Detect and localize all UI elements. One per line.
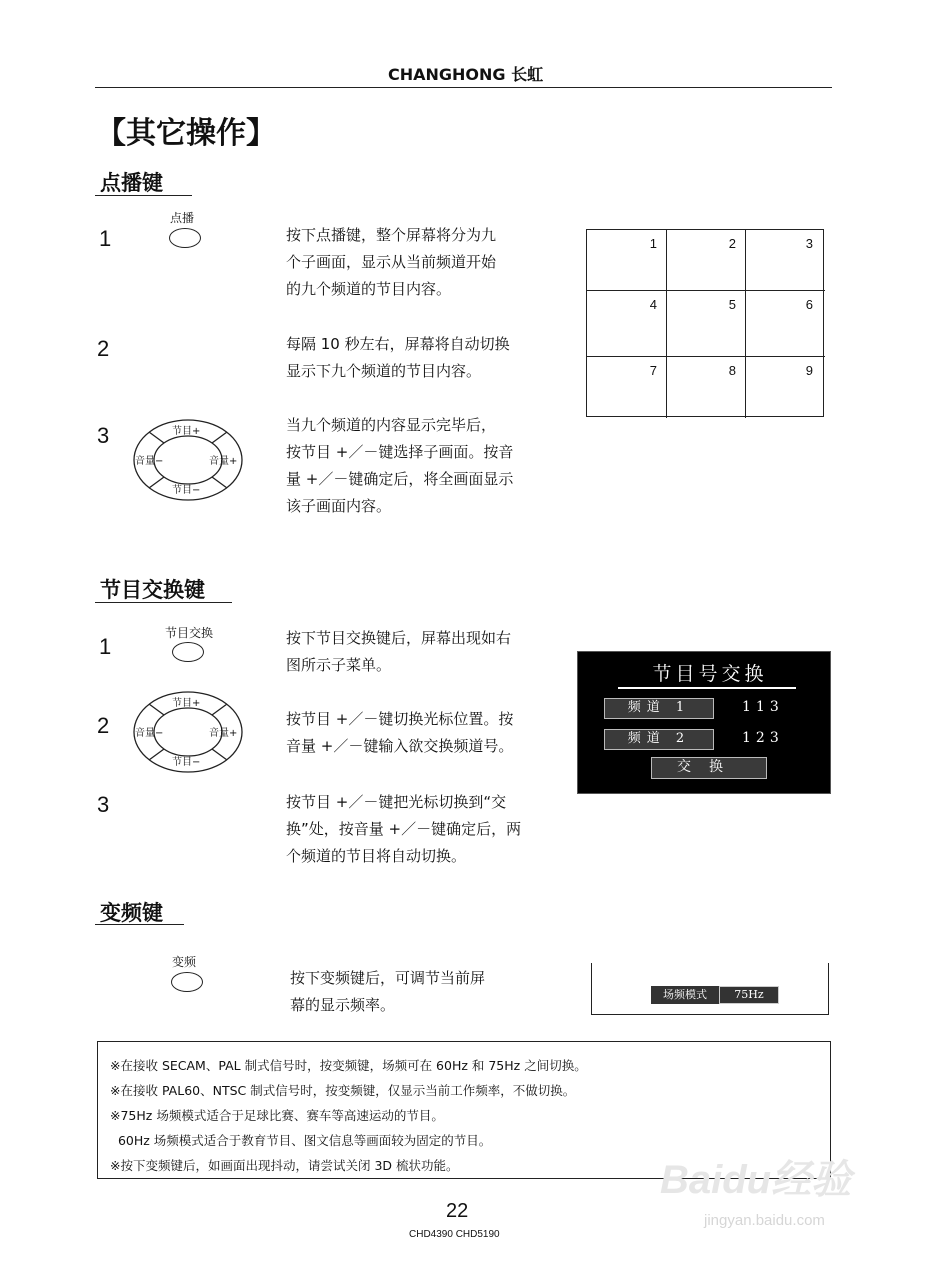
swap-button-label: 节目交换 [165, 626, 214, 640]
grid-cell-number: 6 [805, 297, 813, 312]
brand-logo: CHANGHONG 长虹 [388, 65, 544, 84]
grid-cell [587, 357, 667, 418]
grid-cell-number: 7 [649, 363, 657, 378]
grid-cell [746, 291, 825, 357]
channel-down-button[interactable]: 节目− [172, 485, 201, 496]
step-number: 1 [99, 226, 112, 251]
grid-cell-number: 2 [728, 236, 736, 251]
volume-up-button[interactable]: 音量+ [209, 456, 238, 467]
section-rule [95, 924, 184, 925]
freq-mode-value: 75Hz [719, 986, 779, 1004]
grid-cell [746, 357, 825, 418]
channel-2-field[interactable]: 频道 2 [604, 729, 714, 750]
header-rule [95, 87, 832, 88]
grid-cell-number: 3 [805, 236, 813, 251]
swap-confirm-button[interactable]: 交换 [651, 757, 767, 779]
note-line: ※在接收 PAL60、NTSC 制式信号时，按变频键，仅显示当前工作频率，不做切换。 [110, 1083, 576, 1098]
channel-down-button[interactable]: 节目− [172, 757, 201, 768]
menu-title-rule [618, 687, 796, 689]
remote-dpad[interactable] [132, 418, 244, 502]
channel-1-value: 113 [742, 699, 784, 715]
page-number: 22 [446, 1200, 469, 1222]
freq-mode-screen [591, 963, 829, 1015]
step-number: 2 [97, 713, 110, 738]
model-numbers: CHD4390 CHD5190 [409, 1229, 500, 1240]
step-number: 2 [97, 336, 110, 361]
channel-1-field[interactable]: 频道 1 [604, 698, 714, 719]
grid-cell-number: 9 [805, 363, 813, 378]
grid-cell-number: 8 [728, 363, 736, 378]
swap-button[interactable] [172, 642, 204, 662]
section-rule [95, 602, 232, 603]
grid-cell-number: 1 [649, 236, 657, 251]
section-rule [95, 195, 192, 196]
volume-up-button[interactable]: 音量+ [209, 728, 238, 739]
channel-2-value: 123 [742, 730, 784, 746]
note-line: ※按下变频键后，如画面出现抖动，请尝试关闭 3D 梳状功能。 [110, 1158, 459, 1173]
step-number: 3 [97, 423, 110, 448]
dianbo-button-label: 点播 [170, 211, 195, 225]
freq-mode-label: 场频模式 [651, 986, 719, 1004]
volume-down-button[interactable]: 音量− [135, 456, 164, 467]
nine-grid-screen [586, 229, 824, 417]
section-title-dianbo: 点播键 [100, 171, 163, 195]
grid-cell-number: 5 [728, 297, 736, 312]
channel-up-button[interactable]: 节目+ [172, 698, 201, 709]
baidu-watermark-logo: Baidu经验 [660, 1158, 852, 1202]
grid-cell [667, 357, 746, 418]
menu-title: 节目号交换 [652, 663, 768, 685]
step-description: 每隔 10 秒左右，屏幕将自动切换 显示下九个频道的节目内容。 [286, 335, 510, 380]
grid-cell [667, 291, 746, 357]
step-number: 1 [99, 634, 112, 659]
note-line: ※75Hz 场频模式适合于足球比赛、赛车等高速运动的节目。 [110, 1108, 444, 1123]
step-description: 按下点播键，整个屏幕将分为九 个子画面，显示从当前频道开始 的九个频道的节目内容。 [286, 226, 497, 298]
grid-cell [667, 230, 746, 291]
note-line: 60Hz 场频模式适合于教育节目、图文信息等画面较为固定的节目。 [110, 1133, 492, 1148]
section-title-freq: 变频键 [100, 901, 163, 925]
step-description: 当九个频道的内容显示完毕后， 按节目 +／－键选择子画面。按音 量 +／－键确定后，将全画面显示 该子画面内容。 [286, 416, 514, 515]
step-number: 3 [97, 792, 110, 817]
step-description: 按下节目交换键后，屏幕出现如右 图所示子菜单。 [286, 629, 512, 674]
grid-cell-number: 4 [649, 297, 657, 312]
page-title: 【其它操作】 [96, 116, 276, 151]
grid-cell [587, 230, 667, 291]
step-description: 按节目 +／－键切换光标位置。按 音量 +／－键输入欲交换频道号。 [286, 710, 514, 755]
freq-description: 按下变频键后，可调节当前屏 幕的显示频率。 [290, 969, 486, 1014]
freq-button[interactable] [171, 972, 203, 992]
swap-menu-screen [577, 651, 831, 794]
freq-button-label: 变频 [172, 955, 197, 969]
dianbo-button[interactable] [169, 228, 201, 248]
section-title-swap: 节目交换键 [100, 578, 205, 602]
remote-dpad[interactable] [132, 690, 244, 774]
step-description: 按节目 +／－键把光标切换到“交 换”处，按音量 +／－键确定后，两 个频道的节目将自动切换。 [286, 793, 522, 865]
baidu-watermark-url: jingyan.baidu.com [704, 1212, 825, 1229]
note-line: ※在接收 SECAM、PAL 制式信号时，按变频键，场频可在 60Hz 和 75Hz 之间切换。 [110, 1058, 587, 1073]
channel-up-button[interactable]: 节目+ [172, 426, 201, 437]
grid-cell [746, 230, 825, 291]
volume-down-button[interactable]: 音量− [135, 728, 164, 739]
grid-cell [587, 291, 667, 357]
